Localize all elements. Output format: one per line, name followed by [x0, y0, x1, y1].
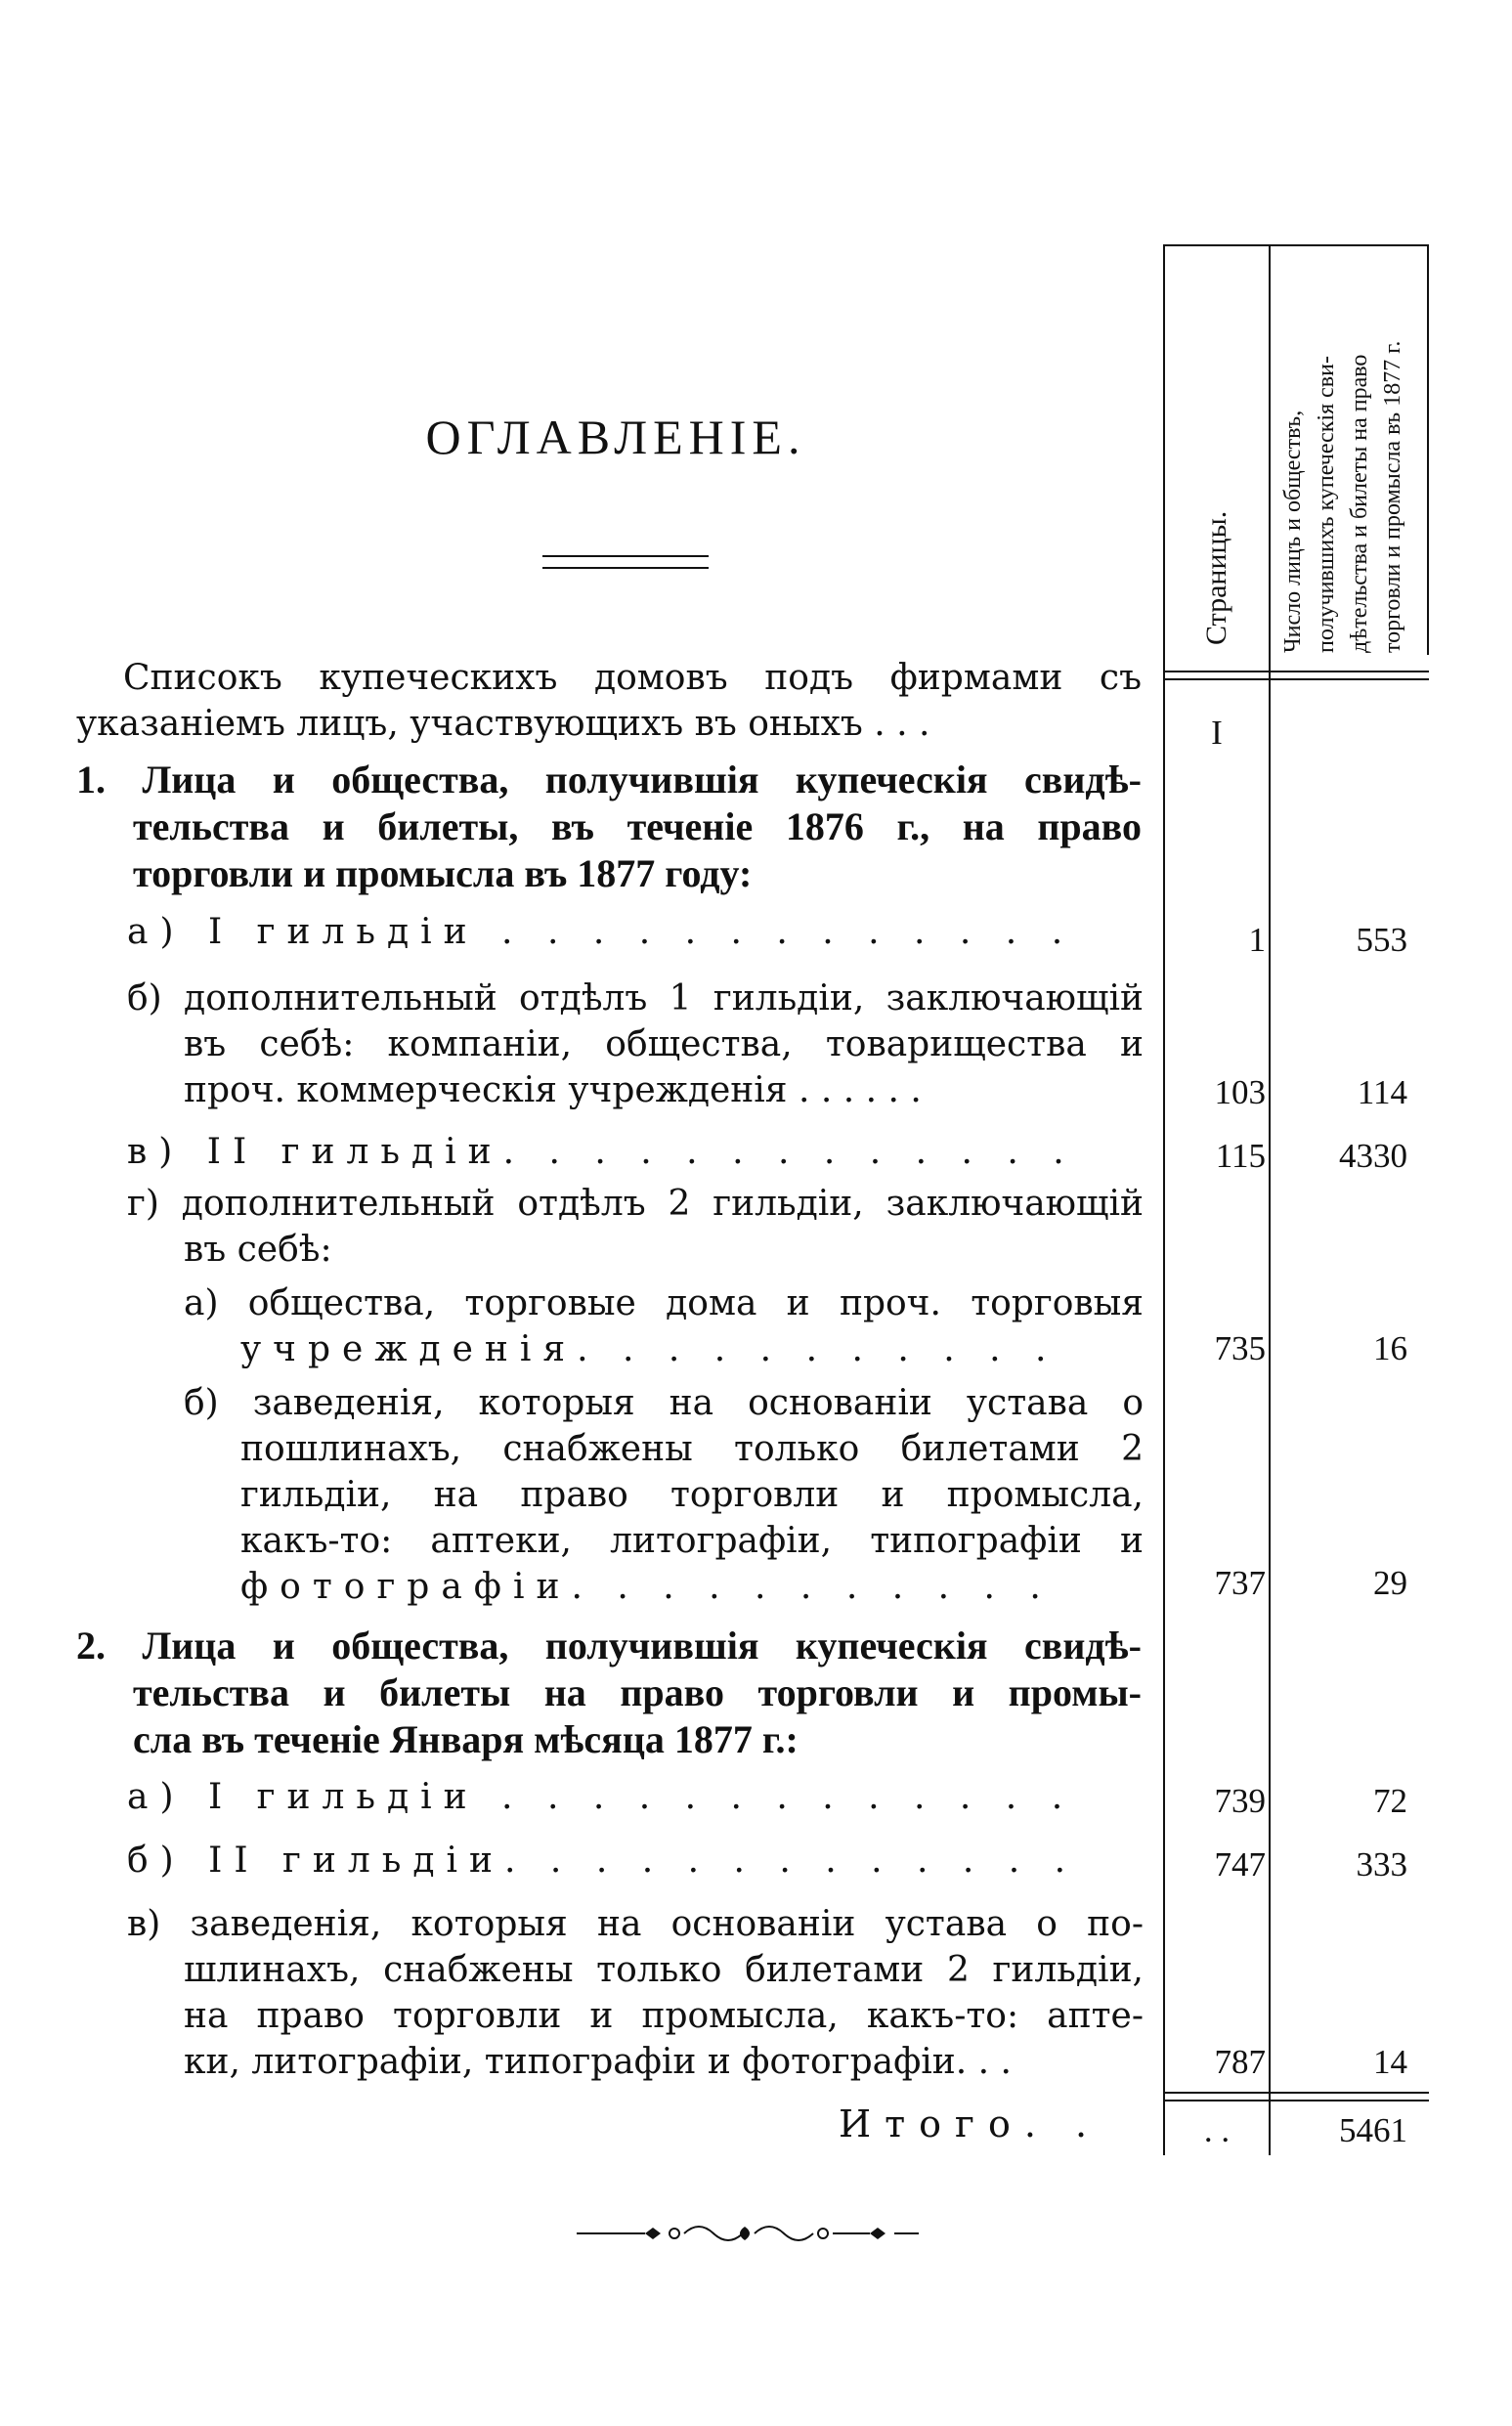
column-header-count-line: торговли и промысла въ 1877 г.: [1380, 340, 1405, 653]
column-header-count-line: получившихъ купеческія сви-: [1314, 356, 1339, 653]
toc-line: г) дополнительный отдѣлъ 2 гильдіи, заключающій: [127, 1184, 1144, 1224]
toc-line: гильдіи, на право торговли и промысла,: [240, 1475, 1144, 1515]
page-number: 1: [1248, 921, 1266, 959]
toc-line: шлинахъ, снабжены только билетами 2 гильдіи,: [184, 1950, 1144, 1990]
toc-line: указаніемъ лицъ, участвующихъ въ оныхъ . . .: [76, 704, 930, 744]
header-bottom-rule: [1163, 671, 1429, 672]
toc-line: ки, литографіи, типографіи и фотографіи. . .: [184, 2042, 1013, 2082]
entry-count: 16: [1373, 1329, 1407, 1367]
column-header-count-line: дѣтельства и билеты на право: [1347, 354, 1372, 653]
toc-line: б) дополнительный отдѣлъ 1 гильдіи, заключающій: [127, 978, 1144, 1018]
toc-entry: [127, 1129, 1139, 1175]
page-number: 739: [1214, 1782, 1266, 1820]
total-label: Итого. .: [839, 2102, 1102, 2145]
entry-count: 14: [1373, 2043, 1407, 2081]
toc-line: пошлинахъ, снабжены только билетами 2: [240, 1429, 1144, 1469]
toc-line: а) общества, торговые дома и проч. торговыя: [184, 1283, 1144, 1323]
total-rule: [1163, 2092, 1429, 2094]
toc-line: а) I гильдіи . . . . . . . . . . . . .: [127, 912, 1075, 952]
toc-line: б) II гильдіи. . . . . . . . . . . . .: [127, 1841, 1078, 1881]
toc-entry: [127, 1181, 1144, 1273]
toc-line: а) I гильдіи . . . . . . . . . . . . .: [127, 1777, 1075, 1817]
entry-count: 333: [1356, 1845, 1407, 1884]
column-line-right: [1427, 244, 1429, 655]
total-page-dots: . .: [1203, 2111, 1231, 2149]
total-count: 5461: [1339, 2111, 1407, 2149]
entry-count: 29: [1373, 1564, 1407, 1602]
entry-count: 72: [1373, 1782, 1407, 1820]
entry-count: 553: [1356, 921, 1407, 959]
page-title: ОГЛАВЛЕНІЕ.: [425, 410, 806, 464]
toc-entry: [127, 1774, 1139, 1820]
toc-line: какъ-то: аптеки, литографіи, типографіи и: [240, 1521, 1144, 1561]
page-number: I: [1211, 714, 1223, 752]
column-line-left: [1163, 244, 1165, 2155]
toc-section-1-heading: [76, 757, 1142, 897]
toc-entry: [127, 975, 1144, 1113]
decorative-ornament-icon: [577, 2219, 929, 2248]
toc-entry: [127, 1901, 1144, 2085]
toc-line: проч. коммерческія учрежденія . . . . . .: [184, 1070, 922, 1110]
toc-line: учрежденія. . . . . . . . . . .: [240, 1329, 1058, 1369]
page-number: 787: [1214, 2043, 1266, 2081]
total-rule-2: [1163, 2100, 1429, 2101]
toc-line: на право торговли и промысла, какъ-то: апте-: [184, 1996, 1144, 2036]
header-bottom-rule-2: [1163, 678, 1429, 680]
page-number: 747: [1214, 1845, 1266, 1884]
page-number: 103: [1214, 1073, 1266, 1111]
page-number: 737: [1214, 1564, 1266, 1602]
toc-line: Списокъ купеческихъ домовъ подъ фирмами съ: [123, 658, 1142, 698]
column-line-middle: [1269, 244, 1271, 2155]
toc-line: б) заведенія, которыя на основаніи устава о: [184, 1383, 1144, 1423]
toc-line: в) II гильдіи. . . . . . . . . . . . .: [127, 1132, 1076, 1172]
title-double-rule: [542, 555, 709, 569]
toc-entry-intro: [76, 655, 1142, 747]
entry-count: 114: [1357, 1073, 1407, 1111]
toc-line: 1. Лица и общества, получившія купеческія свидѣ-: [76, 758, 1142, 801]
column-header-count: [1276, 341, 1409, 653]
toc-entry: [127, 1838, 1139, 1884]
toc-line: торговли и промысла въ 1877 году:: [133, 851, 753, 895]
column-header-count-line: Число лицъ и обществъ,: [1280, 410, 1306, 653]
toc-entry: [127, 909, 1139, 955]
toc-line: въ себѣ:: [184, 1230, 332, 1270]
toc-line: сла въ теченіе Января мѣсяца 1877 г.:: [133, 1717, 799, 1761]
page-number: 735: [1214, 1329, 1266, 1367]
toc-line: 2. Лица и общества, получившія купеческія свидѣ-: [76, 1624, 1142, 1668]
toc-line: въ себѣ: компаніи, общества, товарищества и: [184, 1024, 1144, 1064]
toc-entry: [184, 1380, 1144, 1610]
entry-count: 4330: [1339, 1137, 1407, 1175]
header-top-rule: [1163, 244, 1429, 246]
toc-section-2-heading: [76, 1623, 1142, 1763]
toc-line: в) заведенія, которыя на основаніи устава о по-: [127, 1904, 1144, 1944]
toc-entry: [184, 1280, 1144, 1372]
page-number: 115: [1215, 1137, 1266, 1175]
toc-line: тельства и билеты, въ теченіе 1876 г., на право: [133, 804, 1142, 848]
toc-line: тельства и билеты на право торговли и промы-: [133, 1670, 1142, 1714]
column-header-pages: Страницы.: [1200, 510, 1232, 645]
toc-line: фотографіи. . . . . . . . . . .: [240, 1567, 1053, 1607]
